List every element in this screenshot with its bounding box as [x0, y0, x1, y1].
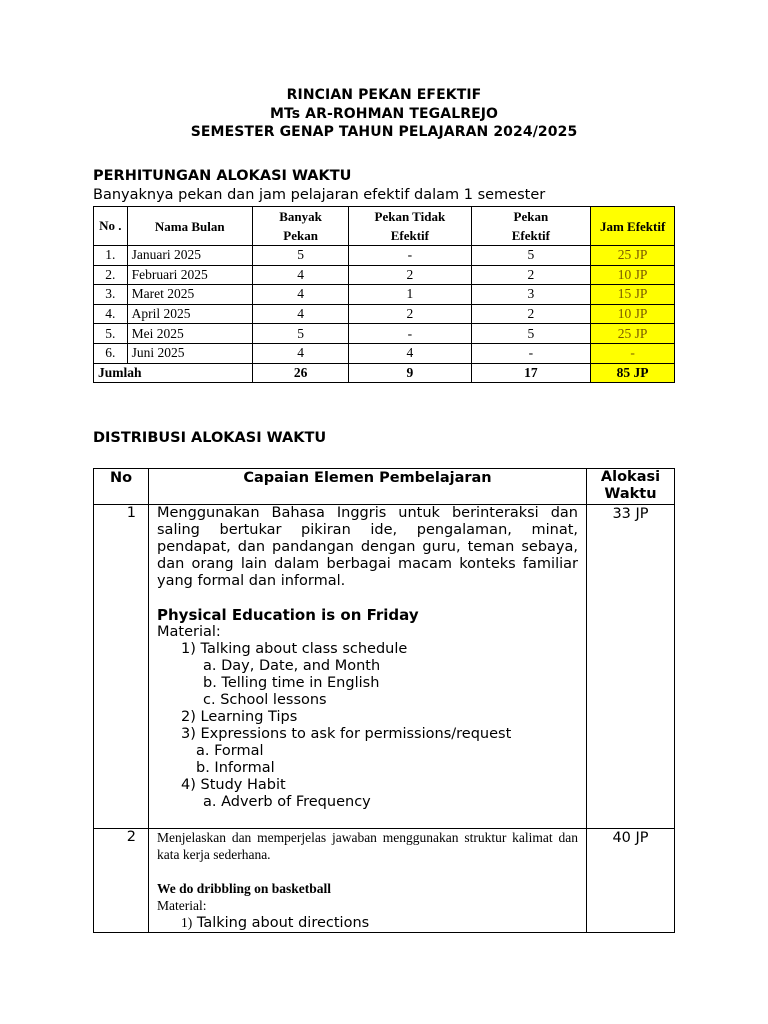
cell-weeks: 5	[252, 324, 348, 344]
material-item-text: Talking about directions	[196, 915, 370, 931]
material-item-number: 1)	[181, 915, 193, 930]
cell-no: 1.	[94, 246, 128, 266]
table-row	[94, 343, 675, 363]
title-line-2: MTs AR-ROHMAN TEGALREJO	[269, 105, 499, 122]
table-row	[94, 324, 675, 344]
col-header-non-effective: Pekan Tidak Efektif	[349, 207, 471, 246]
cell-weeks: 4	[252, 265, 348, 285]
element-description: Menjelaskan dan memperjelas jawaban menggunakan struktur kalimat dan kata kerja sederhana.	[157, 830, 578, 862]
cell-allocation: 33 JP	[587, 505, 675, 829]
table-total-row	[94, 363, 675, 383]
cell-element	[149, 829, 587, 933]
title-line-1: RINCIAN PEKAN EFEKTIF	[286, 87, 482, 103]
material-subitem: a. Formal	[196, 743, 264, 759]
cell-total-effective: 17	[471, 363, 591, 383]
cell-effective: 5	[471, 246, 591, 266]
material-item: 4) Study Habit	[181, 777, 286, 793]
material-subitem: a. Day, Date, and Month	[203, 658, 381, 674]
cell-no: 3.	[94, 285, 128, 305]
section-heading-time-distribution: DISTRIBUSI ALOKASI WAKTU	[93, 430, 327, 446]
table-row	[94, 829, 675, 933]
cell-allocation: 40 JP	[587, 829, 675, 933]
cell-non-effective: 1	[349, 285, 471, 305]
col-header-month: Nama Bulan	[127, 207, 252, 246]
col-header-element: Capaian Elemen Pembelajaran	[149, 469, 587, 505]
cell-hours: 10 JP	[591, 304, 675, 324]
cell-weeks: 4	[252, 343, 348, 363]
cell-month: April 2025	[127, 304, 252, 324]
document-title-block	[0, 86, 768, 142]
material-item: 2) Learning Tips	[181, 709, 298, 725]
cell-weeks: 4	[252, 285, 348, 305]
col-header-effective: Pekan Efektif	[471, 207, 591, 246]
cell-weeks: 5	[252, 246, 348, 266]
cell-non-effective: -	[349, 246, 471, 266]
cell-effective: 3	[471, 285, 591, 305]
cell-non-effective: -	[349, 324, 471, 344]
table-row	[94, 246, 675, 266]
material-label: Material:	[157, 624, 221, 640]
material-subitem: b. Informal	[196, 760, 275, 776]
col-header-no: No	[94, 469, 149, 505]
material-subitem: c. School lessons	[203, 692, 327, 708]
col-header-no: No .	[94, 207, 128, 246]
section-subtitle: Banyaknya pekan dan jam pelajaran efektif dalam 1 semester	[93, 187, 546, 203]
cell-element	[149, 505, 587, 829]
cell-total-non-effective: 9	[349, 363, 471, 383]
cell-no: 1	[94, 505, 149, 829]
distribution-table	[93, 468, 675, 933]
section-heading-time-calculation: PERHITUNGAN ALOKASI WAKTU	[93, 168, 352, 184]
cell-total-weeks: 26	[252, 363, 348, 383]
col-header-weeks: Banyak Pekan	[252, 207, 348, 246]
material-item	[157, 914, 578, 932]
cell-month: Januari 2025	[127, 246, 252, 266]
material-item: 1) Talking about class schedule	[181, 641, 408, 657]
material-subitem: a. Adverb of Frequency	[203, 794, 371, 810]
cell-no: 2.	[94, 265, 128, 285]
cell-effective: -	[471, 343, 591, 363]
cell-effective: 2	[471, 265, 591, 285]
cell-no: 2	[94, 829, 149, 933]
cell-no: 6.	[94, 343, 128, 363]
cell-no: 4.	[94, 304, 128, 324]
topic-title: Physical Education is on Friday	[157, 606, 419, 624]
cell-non-effective: 4	[349, 343, 471, 363]
cell-total-label: Jumlah	[94, 363, 253, 383]
cell-total-hours: 85 JP	[591, 363, 675, 383]
material-label: Material:	[157, 898, 207, 913]
cell-month: Februari 2025	[127, 265, 252, 285]
element-description: Menggunakan Bahasa Inggris untuk berinteraksi dan saling bertukar pikiran ide, pengalaman, minat, pendapat, dan pandangan dengan guru, teman sebaya, dan orang lain dalam berbagai macam konteks familiar yang formal dan informal.	[157, 505, 578, 589]
table-header-row	[94, 469, 675, 505]
cell-non-effective: 2	[349, 304, 471, 324]
material-item: 3) Expressions to ask for permissions/request	[181, 726, 512, 742]
table-row	[94, 505, 675, 829]
cell-hours: 25 JP	[591, 324, 675, 344]
title-line-3: SEMESTER GENAP TAHUN PELAJARAN 2024/2025	[190, 124, 578, 140]
cell-hours: 10 JP	[591, 265, 675, 285]
table-header-row	[94, 207, 675, 246]
topic-title: We do dribbling on basketball	[157, 881, 332, 896]
cell-month: Mei 2025	[127, 324, 252, 344]
col-header-allocation: Alokasi Waktu	[587, 469, 675, 505]
cell-effective: 2	[471, 304, 591, 324]
table-row	[94, 285, 675, 305]
cell-non-effective: 2	[349, 265, 471, 285]
cell-month: Juni 2025	[127, 343, 252, 363]
cell-weeks: 4	[252, 304, 348, 324]
cell-hours: 15 JP	[591, 285, 675, 305]
table-row	[94, 304, 675, 324]
material-subitem: b. Telling time in English	[203, 675, 380, 691]
table-row	[94, 265, 675, 285]
cell-month: Maret 2025	[127, 285, 252, 305]
cell-hours: -	[591, 343, 675, 363]
effective-weeks-table	[93, 206, 675, 383]
col-header-hours: Jam Efektif	[591, 207, 675, 246]
cell-no: 5.	[94, 324, 128, 344]
cell-hours: 25 JP	[591, 246, 675, 266]
cell-effective: 5	[471, 324, 591, 344]
